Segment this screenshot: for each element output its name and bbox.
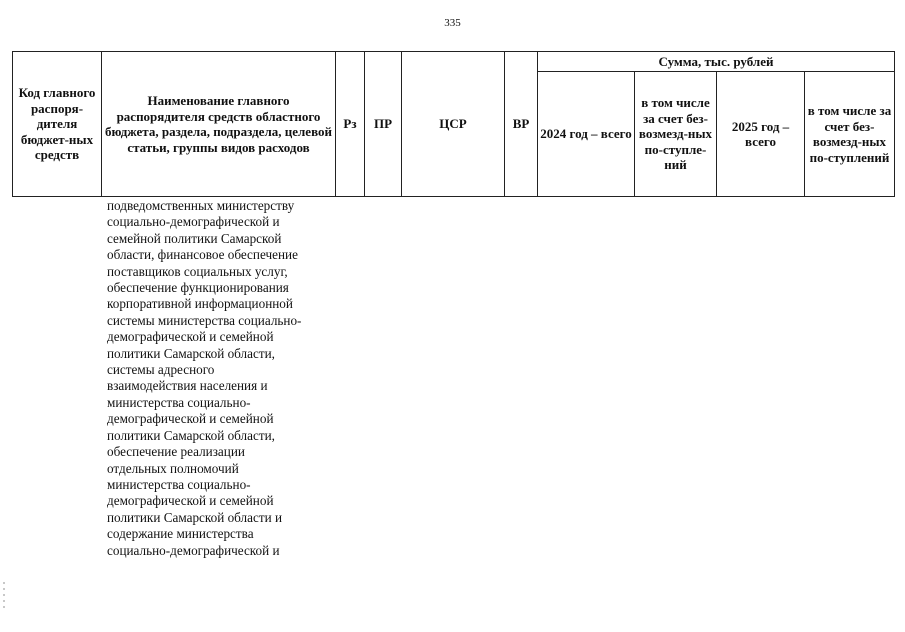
header-2024-total: 2024 год – всего (538, 72, 635, 197)
header-2025-gratuitous: в том числе за счет без-возмезд-ных по-ступлений (805, 72, 895, 197)
body-line: политики Самарской области, (107, 427, 275, 443)
header-sum: Сумма, тыс. рублей (538, 52, 895, 72)
header-name: Наименование главного распорядителя средств областного бюджета, раздела, подраздела, целевой статьи, группы видов расходов (102, 52, 336, 197)
budget-table-header (12, 51, 895, 197)
body-line: политики Самарской области, (107, 345, 275, 361)
header-rz: Рз (336, 52, 365, 197)
header-vr: ВР (505, 52, 538, 197)
header-2024-gratuitous: в том числе за счет без-возмезд-ных по-ступле-ний (635, 72, 717, 197)
body-line: министерства социально- (107, 476, 251, 492)
body-line: демографической и семейной (107, 411, 274, 427)
body-line: политики Самарской области и (107, 509, 283, 525)
header-2025-total: 2025 год – всего (717, 72, 805, 197)
header-code: Код главного распоря-дителя бюджет-ных средств (13, 52, 102, 197)
row-name-text (107, 198, 337, 559)
body-line: содержание министерства (107, 526, 254, 542)
body-line: семейной политики Самарской (107, 230, 282, 246)
body-line: обеспечение функционирования (107, 280, 289, 296)
body-line: отдельных полномочий (107, 460, 239, 476)
body-line: социально-демографической и (107, 214, 280, 230)
body-line: области, финансовое обеспечение (107, 247, 298, 263)
body-line: взаимодействия населения и (107, 378, 268, 394)
body-line: системы адресного (107, 362, 215, 378)
body-line: социально-демографической и (107, 542, 280, 558)
header-csr: ЦСР (402, 52, 505, 197)
body-line: демографической и семейной (107, 329, 274, 345)
body-line: демографической и семейной (107, 493, 274, 509)
body-line: подведомственных министерству (107, 198, 295, 213)
body-line: корпоративной информационной (107, 296, 293, 312)
body-line: системы министерства социально- (107, 312, 302, 328)
header-pr: ПР (365, 52, 402, 197)
page-number: 335 (444, 17, 461, 29)
body-line: поставщиков социальных услуг, (107, 263, 288, 279)
scan-artifact (2, 580, 7, 610)
body-line: министерства социально- (107, 394, 251, 410)
body-line: обеспечение реализации (107, 444, 245, 460)
